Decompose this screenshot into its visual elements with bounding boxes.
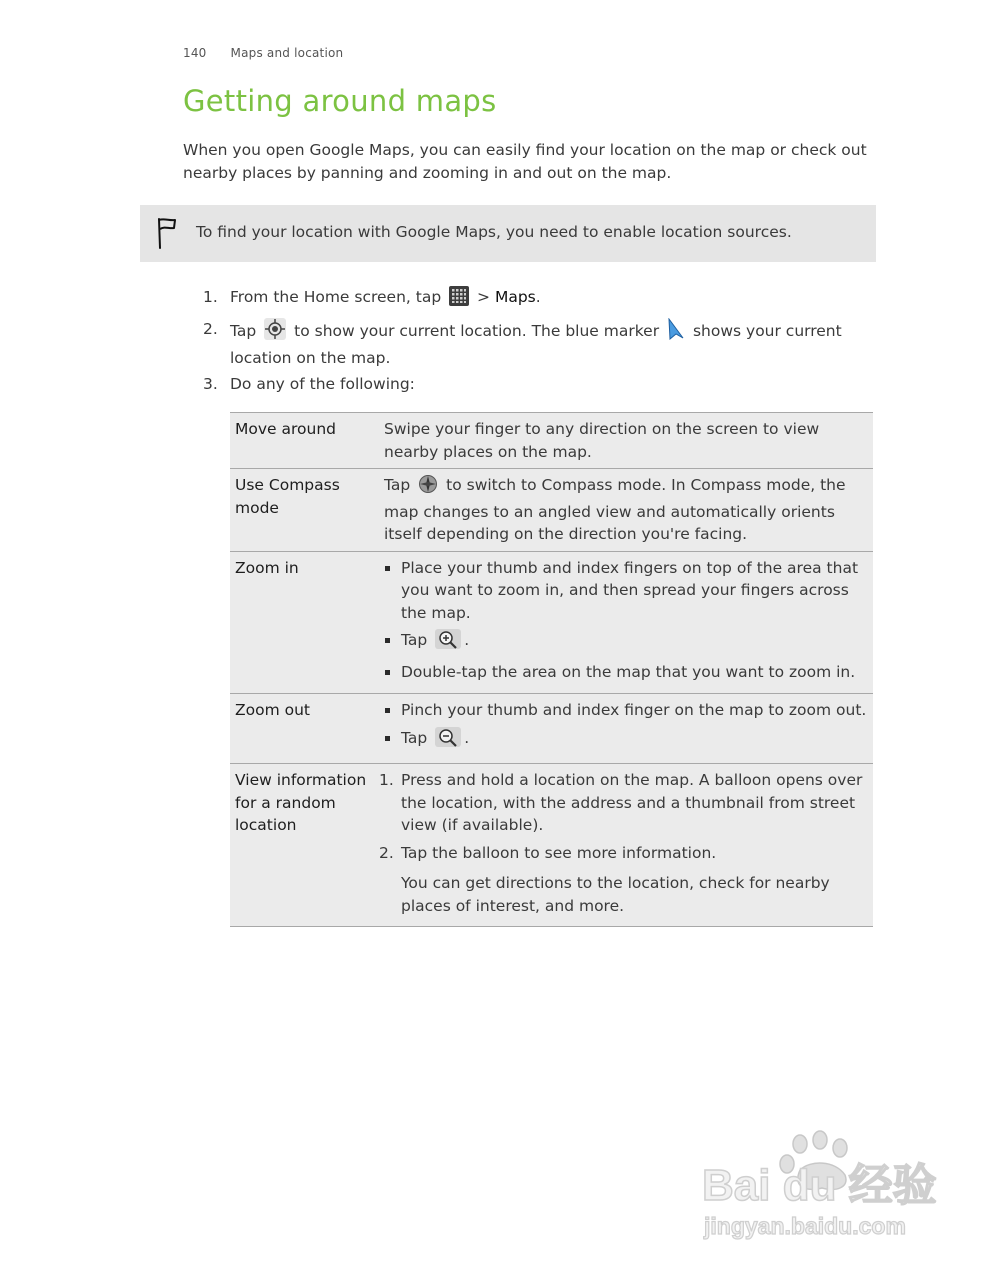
table-row: [230, 764, 873, 927]
page-number: 140: [183, 46, 207, 60]
row-label: Move around: [230, 413, 384, 469]
steps-list: [200, 286, 880, 396]
my-location-icon: [264, 318, 286, 347]
watermark: [700, 1130, 940, 1254]
table-row: [230, 551, 873, 694]
all-apps-icon: [449, 286, 469, 313]
list-item: Tap .: [384, 727, 873, 754]
blue-marker-icon: [667, 318, 685, 347]
list-item: Double-tap the area on the map that you want to zoom in.: [384, 661, 873, 684]
note-text: To find your location with Google Maps, you need to enable location sources.: [196, 223, 792, 241]
note-box: [140, 205, 876, 262]
row-description: [384, 551, 873, 694]
list-item: Place your thumb and index fingers on top of the area that you want to zoom in, and then spread your fingers across the map.: [384, 557, 873, 625]
row-description: [379, 764, 873, 927]
list-item: Tap .: [384, 629, 873, 656]
sub-paragraph: You can get directions to the location, check for nearby places of interest, and more.: [401, 874, 830, 915]
list-item: 2. Tap the balloon to see more information.: [379, 843, 717, 862]
row-description: Tap to switch to Compass mode. In Compass mode, the map changes to an angled view and automatically orients itself depending on the direction you're facing.: [384, 469, 873, 552]
table-row: [230, 413, 873, 469]
row-description: Swipe your finger to any direction on the screen to view nearby places on the map.: [384, 413, 873, 469]
intro-paragraph: When you open Google Maps, you can easily find your location on the map or check out nearby places by panning and zooming in and out on the map.: [183, 141, 867, 182]
actions-table: [230, 412, 873, 927]
step-1: 1. From the Home screen, tap > Maps.: [200, 286, 880, 318]
watermark-brand: Bai du 经验: [702, 1161, 937, 1210]
table-row: [230, 694, 873, 764]
page-title: Getting around maps: [183, 84, 497, 118]
maps-label: Maps: [494, 288, 536, 306]
flag-icon: [155, 217, 177, 255]
section-name: Maps and location: [230, 46, 344, 60]
step-3: 3. Do any of the following:: [203, 375, 415, 393]
zoom-out-icon: [435, 727, 461, 754]
row-label: Use Compass mode: [230, 469, 384, 552]
compass-icon: [418, 474, 438, 501]
row-label: View information for a random location: [230, 764, 384, 927]
table-row: [230, 469, 873, 552]
step-2: 2. Tap to show your current location. The blue marker shows your current location on the map.: [203, 320, 842, 367]
row-label: Zoom out: [230, 694, 384, 764]
row-label: Zoom in: [230, 551, 384, 694]
list-item: 1. Press and hold a location on the map. A balloon opens over the location, with the address and a thumbnail from street view (if available).: [379, 771, 863, 834]
watermark-url: jingyan.baidu.com: [704, 1213, 906, 1239]
row-description: [384, 694, 873, 764]
list-item: Pinch your thumb and index finger on the map to zoom out.: [384, 699, 873, 722]
zoom-in-icon: [435, 629, 461, 656]
page-header: [183, 46, 343, 60]
